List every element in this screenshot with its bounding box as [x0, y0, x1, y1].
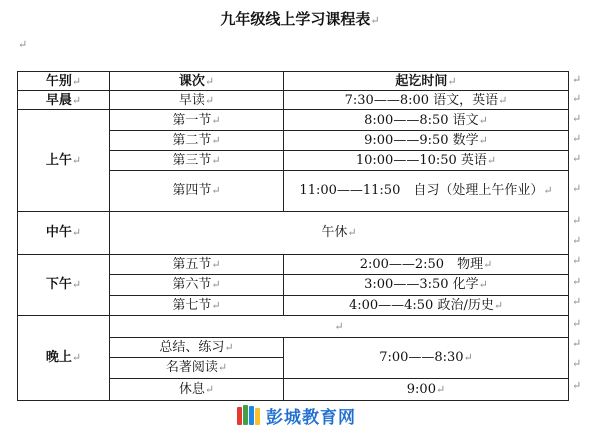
watermark-logo — [236, 402, 356, 428]
row-end-marks — [572, 71, 586, 401]
time-cell: 11:00——11:50 自习（处理上午作业）↵ — [284, 171, 569, 211]
lesson-cell: 休息↵ — [110, 378, 284, 400]
lesson-cell: 第四节↵ — [110, 171, 284, 211]
title-text: 九年级线上学习课程表 — [220, 10, 371, 28]
watermark-text: 彭城教育网 — [266, 407, 356, 428]
period-noon: 中午↵ — [18, 211, 110, 255]
time-cell: 9:00↵ — [284, 378, 569, 400]
time-cell: 10:00——10:50 英语↵ — [284, 150, 569, 170]
time-cell: 9:00——9:50 数学↵ — [284, 130, 569, 150]
time-cell: 3:00——3:50 化学↵ — [284, 275, 569, 295]
paragraph-mark-icon: ↵ — [572, 132, 582, 145]
lesson-cell: 早读↵ — [110, 91, 284, 110]
header-lesson: 课次↵ — [110, 72, 284, 91]
paragraph-mark-icon: ↵ — [572, 295, 582, 308]
page-title — [0, 8, 600, 29]
paragraph-mark-icon: ↵ — [572, 214, 582, 227]
paragraph-mark-icon: ↵ — [572, 254, 582, 267]
table-row — [18, 211, 569, 255]
lesson-cell: 第二节↵ — [110, 130, 284, 150]
lesson-cell: 第五节↵ — [110, 255, 284, 275]
period-afternoon: 下午↵ — [18, 255, 110, 316]
lesson-cell: 总结、练习↵ — [110, 338, 284, 358]
paragraph-mark-icon: ↵ — [572, 112, 582, 125]
paragraph-mark-icon: ↵ — [18, 38, 28, 51]
paragraph-mark-icon: ↵ — [572, 357, 582, 370]
time-cell: 7:30——8:00 语文，英语↵ — [284, 91, 569, 110]
table-row — [18, 255, 569, 275]
header-period: 午别↵ — [18, 72, 110, 91]
paragraph-mark-icon: ↵ — [572, 275, 582, 288]
period-morning: 早晨↵ — [18, 91, 110, 110]
paragraph-mark-icon: ↵ — [572, 73, 582, 86]
table-header-row — [18, 72, 569, 91]
paragraph-mark-icon: ↵ — [572, 337, 582, 350]
empty-cell: ↵ — [110, 315, 569, 337]
lesson-cell: 第六节↵ — [110, 275, 284, 295]
time-cell: 8:00——8:50 语文↵ — [284, 110, 569, 130]
lesson-cell: 名著阅读↵ — [110, 358, 284, 378]
paragraph-mark-icon: ↵ — [572, 379, 582, 392]
table-row — [18, 91, 569, 110]
paragraph-mark-icon: ↵ — [370, 14, 380, 27]
lesson-cell: 第七节↵ — [110, 295, 284, 315]
time-cell: 2:00——2:50 物理↵ — [284, 255, 569, 275]
paragraph-mark-icon: ↵ — [572, 234, 582, 247]
paragraph-mark-icon: ↵ — [572, 92, 582, 105]
paragraph-mark-icon: ↵ — [572, 317, 582, 330]
time-cell: 4:00——4:50 政治/历史↵ — [284, 295, 569, 315]
lesson-cell: 第一节↵ — [110, 110, 284, 130]
book-icon — [236, 403, 262, 427]
table-row — [18, 110, 569, 130]
header-time: 起讫时间↵ — [284, 72, 569, 91]
paragraph-mark-icon: ↵ — [572, 152, 582, 165]
noon-activity: 午休↵ — [110, 211, 569, 255]
schedule-table — [17, 71, 569, 401]
lesson-cell: 第三节↵ — [110, 150, 284, 170]
period-evening: 晚上↵ — [18, 315, 110, 400]
time-cell: 7:00——8:30↵ — [284, 338, 569, 378]
table-row — [18, 315, 569, 337]
paragraph-mark-icon: ↵ — [572, 182, 582, 195]
period-forenoon: 上午↵ — [18, 110, 110, 211]
